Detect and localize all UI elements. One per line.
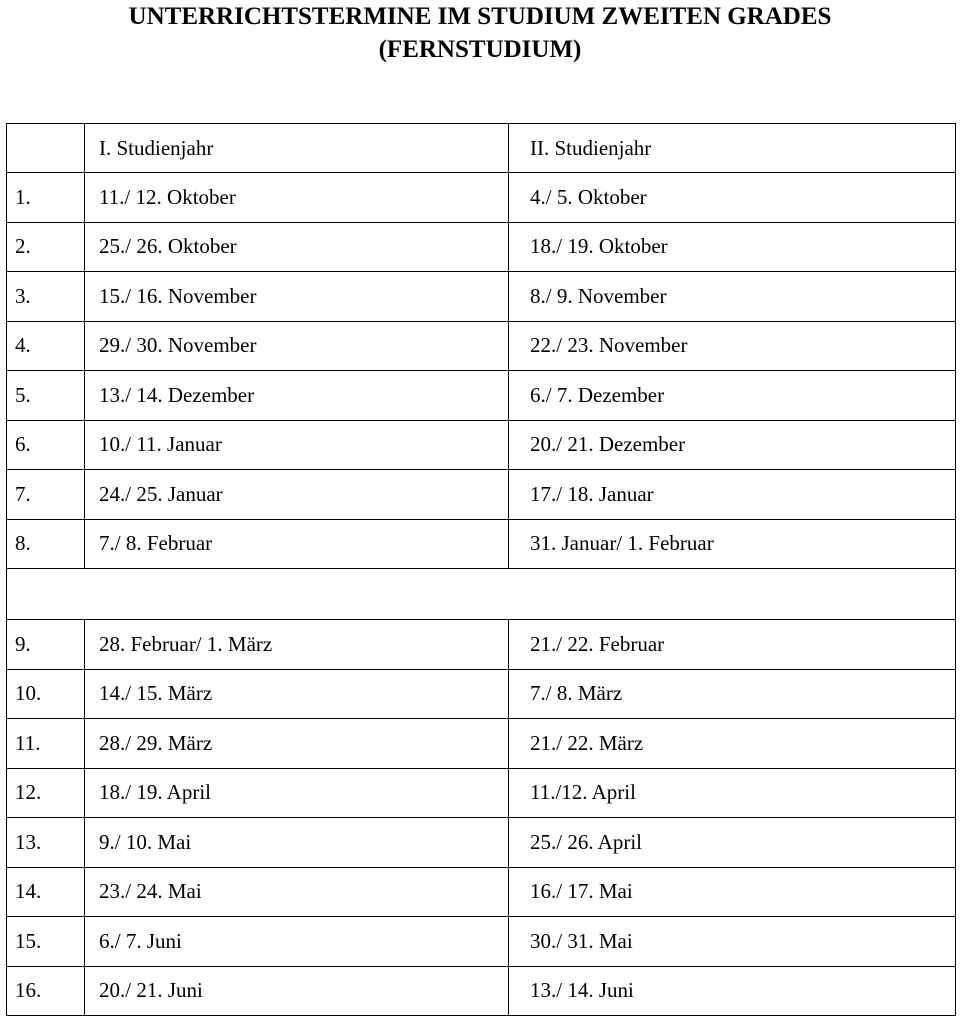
row-number-cell: 5. (7, 371, 85, 421)
year1-date-cell: 25./ 26. Oktober (85, 222, 509, 272)
table-header-row (7, 124, 956, 173)
year2-date-cell: 25./ 26. April (509, 818, 956, 868)
row-number-cell: 9. (7, 620, 85, 670)
table-row (7, 519, 956, 569)
year1-date-cell: 28./ 29. März (85, 719, 509, 769)
year1-date-cell: 11./ 12. Oktober (85, 173, 509, 223)
row-number-cell: 8. (7, 519, 85, 569)
year2-date-cell: 11./12. April (509, 768, 956, 818)
row-number-cell: 16. (7, 966, 85, 1016)
table-row (7, 321, 956, 371)
year1-date-cell: 18./ 19. April (85, 768, 509, 818)
year2-date-cell: 21./ 22. Februar (509, 620, 956, 670)
year1-date-cell: 24./ 25. Januar (85, 470, 509, 520)
row-number-cell: 1. (7, 173, 85, 223)
row-number-cell: 10. (7, 669, 85, 719)
table-row (7, 669, 956, 719)
year1-date-cell: 14./ 15. März (85, 669, 509, 719)
year2-date-cell: 16./ 17. Mai (509, 867, 956, 917)
year1-date-cell: 23./ 24. Mai (85, 867, 509, 917)
schedule-table (6, 123, 956, 1016)
row-number-cell: 6. (7, 420, 85, 470)
year2-date-cell: 17./ 18. Januar (509, 470, 956, 520)
table-row (7, 719, 956, 769)
table-row (7, 917, 956, 967)
title-line-2: (FERNSTUDIUM) (378, 36, 582, 63)
header-year1-cell: I. Studienjahr (85, 124, 509, 173)
semester-separator-cell (7, 569, 956, 620)
row-number-cell: 3. (7, 272, 85, 322)
title-line-1: UNTERRICHTSTERMINE IM STUDIUM ZWEITEN GRADES (128, 3, 832, 30)
year2-date-cell: 20./ 21. Dezember (509, 420, 956, 470)
table-row (7, 966, 956, 1016)
table-row (7, 222, 956, 272)
table-row (7, 173, 956, 223)
row-number-cell: 15. (7, 917, 85, 967)
row-number-cell: 11. (7, 719, 85, 769)
year1-date-cell: 7./ 8. Februar (85, 519, 509, 569)
row-number-cell: 12. (7, 768, 85, 818)
year2-date-cell: 13./ 14. Juni (509, 966, 956, 1016)
schedule-table-body (7, 124, 956, 1016)
year2-date-cell: 22./ 23. November (509, 321, 956, 371)
year2-date-cell: 4./ 5. Oktober (509, 173, 956, 223)
table-row (7, 768, 956, 818)
year1-date-cell: 6./ 7. Juni (85, 917, 509, 967)
table-row (7, 371, 956, 421)
semester-separator-row (7, 569, 956, 620)
header-year2-cell: II. Studienjahr (509, 124, 956, 173)
row-number-cell: 13. (7, 818, 85, 868)
table-row (7, 470, 956, 520)
year1-date-cell: 15./ 16. November (85, 272, 509, 322)
year2-date-cell: 18./ 19. Oktober (509, 222, 956, 272)
row-number-cell: 7. (7, 470, 85, 520)
year1-date-cell: 13./ 14. Dezember (85, 371, 509, 421)
year1-date-cell: 29./ 30. November (85, 321, 509, 371)
table-row (7, 818, 956, 868)
table-row (7, 620, 956, 670)
year2-date-cell: 21./ 22. März (509, 719, 956, 769)
header-number-cell (7, 124, 85, 173)
table-row (7, 867, 956, 917)
document-title (0, 0, 960, 66)
row-number-cell: 2. (7, 222, 85, 272)
year1-date-cell: 20./ 21. Juni (85, 966, 509, 1016)
year2-date-cell: 8./ 9. November (509, 272, 956, 322)
year1-date-cell: 10./ 11. Januar (85, 420, 509, 470)
row-number-cell: 4. (7, 321, 85, 371)
year2-date-cell: 7./ 8. März (509, 669, 956, 719)
year2-date-cell: 6./ 7. Dezember (509, 371, 956, 421)
year2-date-cell: 30./ 31. Mai (509, 917, 956, 967)
row-number-cell: 14. (7, 867, 85, 917)
year2-date-cell: 31. Januar/ 1. Februar (509, 519, 956, 569)
year1-date-cell: 9./ 10. Mai (85, 818, 509, 868)
year1-date-cell: 28. Februar/ 1. März (85, 620, 509, 670)
table-row (7, 420, 956, 470)
table-row (7, 272, 956, 322)
